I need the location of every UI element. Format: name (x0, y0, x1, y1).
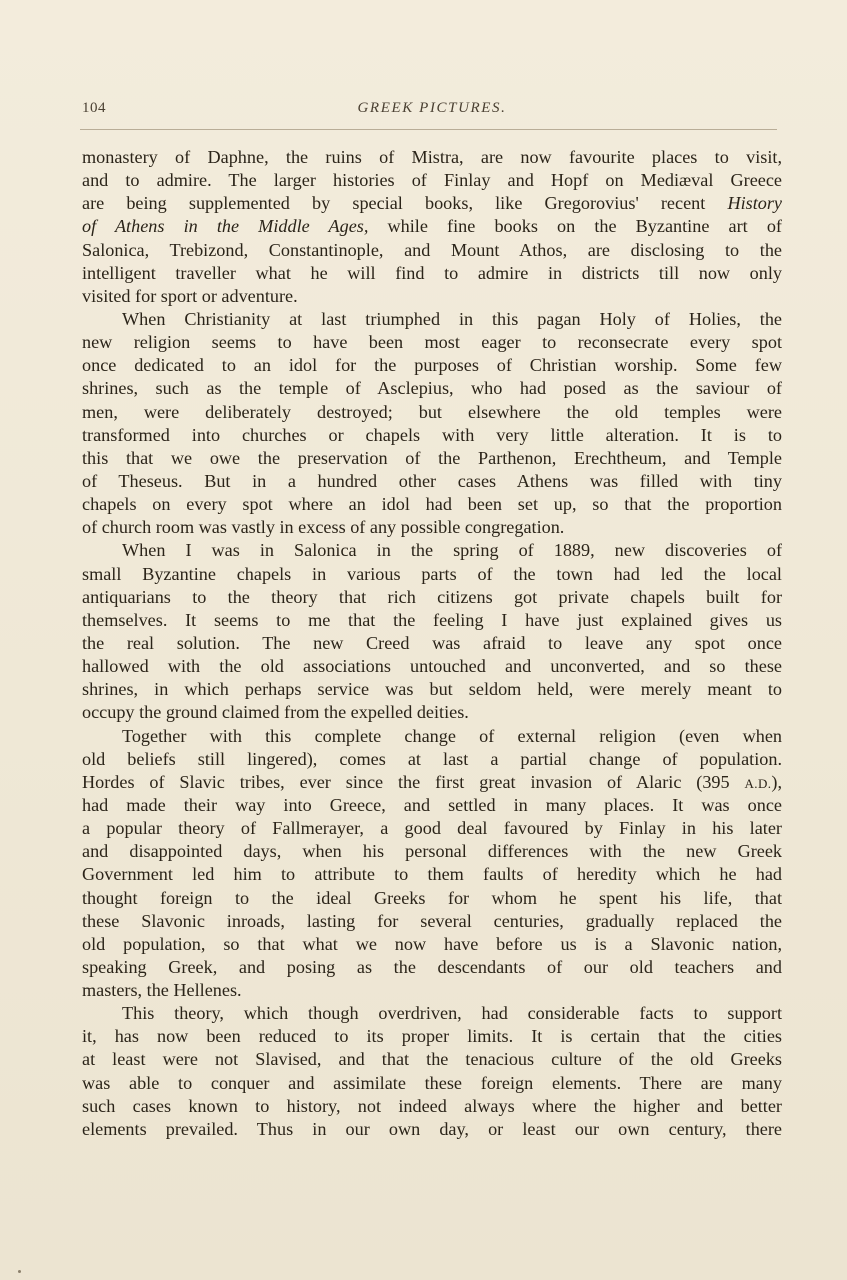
text-line (82, 863, 782, 886)
text-run: these Slavonic inroads, lasting for several centuries, gradually replaced the (82, 910, 782, 931)
text-run: old population, so that what we now have before us is a Slavonic nation, (82, 933, 782, 954)
text-run: shrines, such as the temple of Asclepius, who had posed as the saviour of (82, 378, 782, 399)
text-run: it, has now been reduced to its proper limits. It is certain that the cities (82, 1026, 782, 1047)
text-run: such cases known to history, not indeed always where the higher and better (82, 1095, 782, 1116)
text-line (82, 1072, 782, 1095)
text-run: new religion seems to have been most eager to reconsecrate every spot (82, 332, 782, 353)
text-run: men, were deliberately destroyed; but elsewhere the old temples were (82, 401, 782, 422)
text-run: once dedicated to an idol for the purposes of Christian worship. Some few (82, 355, 782, 376)
text-line (82, 632, 782, 655)
text-run: was able to conquer and assimilate these foreign elements. There are many (82, 1072, 782, 1093)
text-run: speaking Greek, and posing as the descendants of our old teachers and (82, 956, 782, 977)
text-run: are being supplemented by special books, like Gregorovius' recent (82, 193, 728, 214)
text-line (82, 354, 782, 377)
text-run: and to admire. The larger histories of Finlay and Hopf on Mediæval Greece (82, 170, 782, 191)
text-line (82, 331, 782, 354)
text-run: monastery of Daphne, the ruins of Mistra, are now favourite places to visit, (82, 147, 782, 167)
text-run: This theory, which though overdriven, had considerable facts to support (122, 1003, 782, 1024)
text-run: themselves. It seems to me that the feeling I have just explained gives us (82, 609, 782, 630)
text-line (82, 748, 782, 771)
text-line (82, 817, 782, 840)
text-run: and disappointed days, when his personal differences with the new Greek (82, 841, 782, 862)
text-run: at least were not Slavised, and that the tenacious culture of the old Greeks (82, 1049, 782, 1070)
text-run: while fine books on the Byzantine art of (368, 216, 782, 237)
text-line (82, 1025, 782, 1048)
text-run: this that we owe the preservation of the Parthenon, Erechtheum, and Temple (82, 447, 782, 468)
text-line (82, 701, 782, 724)
text-line (82, 424, 782, 447)
text-run: thought foreign to the ideal Greeks for whom he spent his life, that (82, 887, 782, 908)
italic-title: of Athens in the Middle Ages, (82, 216, 369, 237)
text-line (82, 794, 782, 817)
text-line (82, 609, 782, 632)
text-run: When I was in Salonica in the spring of 1889, new discoveries of (122, 540, 782, 561)
paragraph (82, 146, 782, 308)
text-line (82, 470, 782, 493)
text-line (82, 1002, 782, 1025)
paragraph (82, 725, 782, 1003)
text-run: transformed into churches or chapels with very little alteration. It is to (82, 424, 782, 445)
text-line (82, 215, 782, 238)
text-line (82, 933, 782, 956)
text-run: Hordes of Slavic tribes, ever since the first great invasion of Alaric (395 (82, 771, 745, 792)
text-line (82, 887, 782, 910)
text-line (82, 678, 782, 701)
text-run: Together with this complete change of external religion (even when (122, 725, 782, 746)
text-line (82, 262, 782, 285)
text-line (82, 563, 782, 586)
text-line (82, 239, 782, 262)
paragraph (82, 539, 782, 724)
text-line (82, 586, 782, 609)
text-line (82, 377, 782, 400)
text-run: ), (771, 771, 782, 792)
running-head (82, 100, 782, 122)
text-line (82, 956, 782, 979)
text-run: the real solution. The new Creed was afraid to leave any spot once (82, 632, 782, 653)
text-run: elements prevailed. Thus in our own day, or least our own century, there (82, 1118, 782, 1139)
text-run: shrines, in which perhaps service was but seldom held, were merely meant to (82, 679, 782, 700)
text-line (82, 1095, 782, 1118)
body-text (82, 146, 782, 1141)
paragraph (82, 308, 782, 539)
text-line (82, 655, 782, 678)
text-run: occupy the ground claimed from the expelled deities. (82, 702, 469, 723)
header-rule (80, 129, 777, 130)
text-run: old beliefs still lingered), comes at last a partial change of population. (82, 748, 782, 769)
text-line (82, 192, 782, 215)
page-speck (18, 1270, 21, 1273)
text-run: chapels on every spot where an idol had been set up, so that the proportion (82, 494, 782, 515)
text-run: Government led him to attribute to them faults of heredity which he had (82, 864, 782, 885)
italic-title: History (727, 193, 782, 214)
text-line (82, 146, 782, 169)
text-line (82, 493, 782, 516)
text-line (82, 539, 782, 562)
text-run: of Theseus. But in a hundred other cases Athens was filled with tiny (82, 470, 782, 491)
text-run: hallowed with the old associations untouched and unconverted, and so these (82, 656, 782, 677)
text-run: When Christianity at last triumphed in this pagan Holy of Holies, the (122, 308, 782, 329)
paragraph (82, 1002, 782, 1141)
text-line (82, 308, 782, 331)
text-run: visited for sport or adventure. (82, 285, 298, 306)
text-line (82, 910, 782, 933)
text-run: antiquarians to the theory that rich citizens got private chapels built for (82, 586, 782, 607)
text-line (82, 1048, 782, 1071)
text-line (82, 401, 782, 424)
text-line (82, 979, 782, 1002)
running-title: GREEK PICTURES. (357, 100, 507, 116)
text-run: Salonica, Trebizond, Constantinople, and Mount Athos, are disclosing to the (82, 239, 782, 260)
text-line (82, 516, 782, 539)
text-line (82, 169, 782, 192)
small-caps-era: A.D. (744, 775, 772, 791)
text-run: had made their way into Greece, and settled in many places. It was once (82, 794, 782, 815)
text-line (82, 285, 782, 308)
text-run: small Byzantine chapels in various parts of the town had led the local (82, 563, 782, 584)
text-run: intelligent traveller what he will find to admire in districts till now only (82, 262, 782, 283)
text-line (82, 447, 782, 470)
text-line (82, 771, 782, 794)
text-line (82, 840, 782, 863)
text-line (82, 1118, 782, 1141)
text-run: a popular theory of Fallmerayer, a good deal favoured by Finlay in his later (82, 818, 782, 839)
text-line (82, 725, 782, 748)
text-run: of church room was vastly in excess of any possible congregation. (82, 517, 565, 538)
page-number: 104 (82, 100, 106, 116)
text-run: masters, the Hellenes. (82, 980, 242, 1001)
